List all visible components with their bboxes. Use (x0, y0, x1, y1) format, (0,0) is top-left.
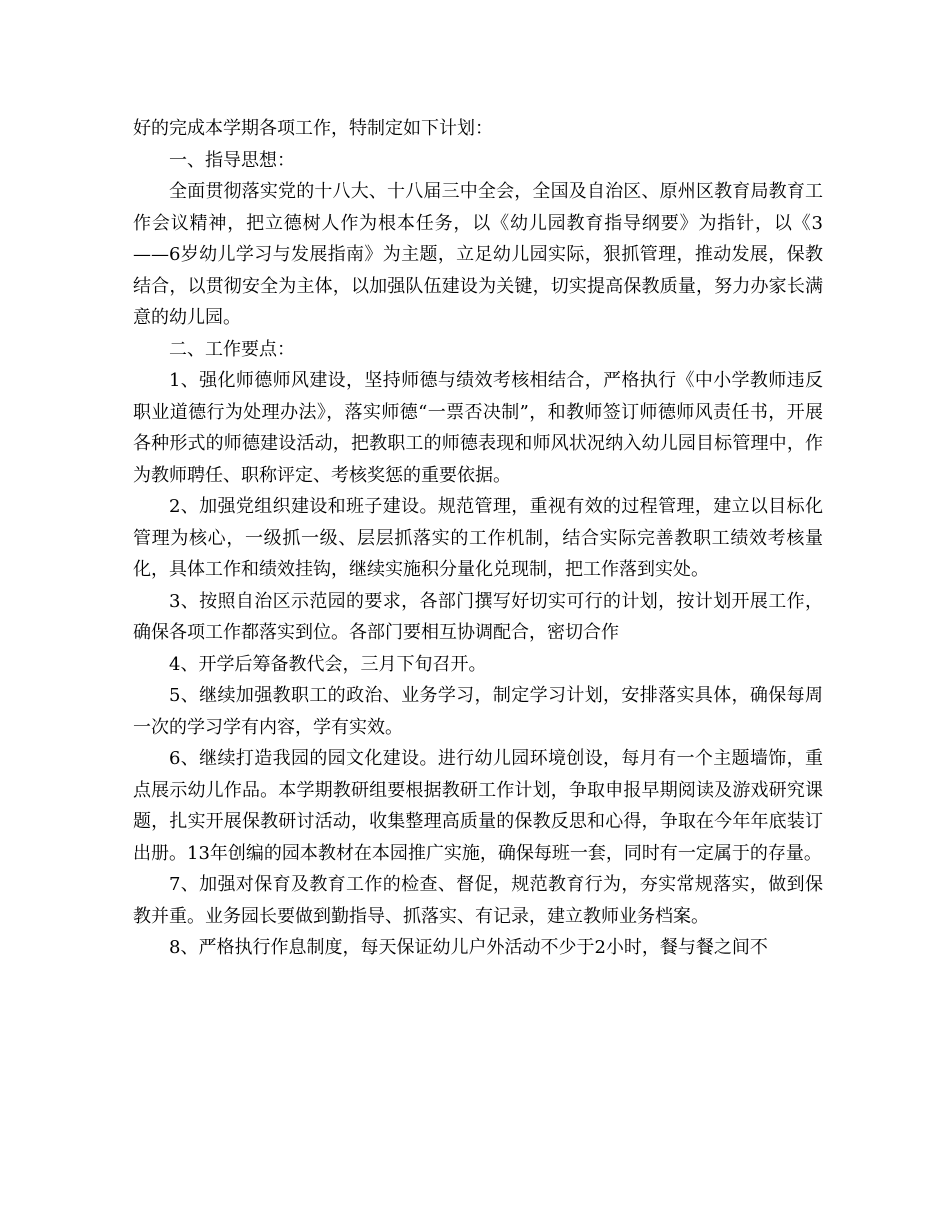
paragraph-point-2: 2、加强党组织建设和班子建设。规范管理，重视有效的过程管理，建立以目标化管理为核心，一级抓一级、层层抓落实的工作机制，结合实际完善教职工绩效考核量化，具体工作和绩效挂钩，继续实施积分量化兑现制，把工作落到实处。 (133, 496, 823, 580)
paragraph-intro-continuation: 好的完成本学期各项工作，特制定如下计划： (133, 118, 493, 139)
paragraph-point-6: 6、继续打造我园的园文化建设。进行幼儿园环境创设，每月有一个主题墙饰，重点展示幼儿作品。本学期教研组要根据教研工作计划，争取申报早期阅读及游戏研究课题，扎实开展保教研讨活动，收集整理高质量的保教反思和心得，争取在今年年底装订出册。13年创编的园本教材在本园推广实施，确保每班一套，同时有一定属于的存量。 (133, 748, 823, 864)
paragraph-point-5: 5、继续加强教职工的政治、业务学习，制定学习计划，安排落实具体，确保每周一次的学习学有内容，学有实效。 (133, 685, 823, 738)
paragraph-point-7: 7、加强对保育及教育工作的检查、督促，规范教育行为，夯实常规落实，做到保教并重。业务园长要做到勤指导、抓落实、有记录，建立教师业务档案。 (133, 874, 823, 927)
paragraph-point-3: 3、按照自治区示范园的要求，各部门撰写好切实可行的计划，按计划开展工作，确保各项工作都落实到位。各部门要相互协调配合，密切合作 (133, 590, 823, 643)
paragraph-point-8: 8、严格执行作息制度，每天保证幼儿户外活动不少于2小时，餐与餐之间不 (169, 937, 768, 958)
section-heading-guiding-thought: 一、指导思想： (169, 149, 295, 171)
paragraph-point-4: 4、开学后筹备教代会，三月下旬召开。 (169, 653, 487, 675)
paragraph-guiding-thought: 全面贯彻落实党的十八大、十八届三中全会，全国及自治区、原州区教育局教育工作会议精神，把立德树人作为根本任务，以《幼儿园教育指导纲要》为指针，以《3——6岁幼儿学习与发展指南》为主题，立足幼儿园实际，狠抓管理，推动发展，保教结合，以贯彻安全为主体，以加强队伍建设为关键，切实提高保教质量，努力办家长满意的幼儿园。 (133, 181, 823, 328)
document-body (133, 113, 823, 964)
section-heading-work-points: 二、工作要点： (169, 338, 295, 360)
paragraph-point-1: 1、强化师德师风建设，坚持师德与绩效考核相结合，严格执行《中小学教师违反职业道德行为处理办法》，落实师德“一票否决制”，和教师签订师德师风责任书，开展各种形式的师德建设活动，把教职工的师德表现和师风状况纳入幼儿园目标管理中，作为教师聘任、职称评定、考核奖惩的重要依据。 (133, 370, 823, 486)
